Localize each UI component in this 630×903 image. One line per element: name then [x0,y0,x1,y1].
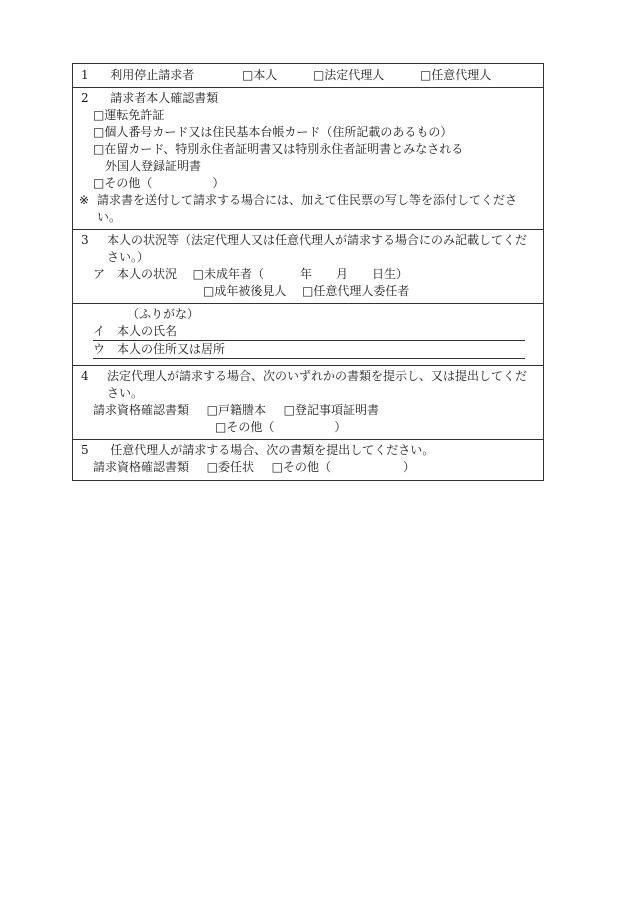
note-text: 請求書を送付して請求する場合には、加えて住民票の写し等を添付してください。 [97,193,518,224]
section-voluntary-agent-docs [73,440,543,480]
section-requester [73,64,543,88]
checkbox-registry-certificate[interactable]: □登記事項証明書 [283,403,380,417]
section-number: 3 [81,233,89,247]
checkbox-my-number-card[interactable]: □個人番号カード又は住民基本台帳カード（住所記載のあるもの） [93,125,453,139]
checkbox-power-of-attorney[interactable]: □委任状 [206,460,255,474]
checkbox-minor[interactable]: □未成年者（ 年 月 日生） [192,267,409,281]
voluntary-agent-docs-label: 任意代理人が請求する場合、次の書類を提出してください。 [110,443,435,457]
principal-name-label: イ 本人の氏名 [93,324,178,338]
id-documents-label: 請求者本人確認書類 [110,91,219,105]
principal-status-label: 本人の状況等（法定代理人又は任意代理人が請求する場合にのみ記載してください。） [107,233,528,264]
legal-agent-docs-label: 法定代理人が請求する場合、次のいずれかの書類を提示し、又は提出してください。 [107,369,528,400]
section-number: 4 [81,369,89,383]
checkbox-legal-agent[interactable]: □法定代理人 [312,68,385,82]
principal-address-label: ウ 本人の住所又は居所 [93,342,226,356]
section-legal-agent-docs [73,366,543,440]
checkbox-voluntary-agent[interactable]: □任意代理人 [419,68,492,82]
checkbox-voluntary-principal[interactable]: □任意代理人委任者 [302,284,410,298]
section-number: 1 [81,68,89,82]
checkbox-principal[interactable]: □本人 [241,68,278,82]
checkbox-drivers-license[interactable]: □運転免許証 [93,108,165,122]
section-principal-status [73,230,543,304]
section-id-documents [73,88,543,230]
checkbox-residence-card[interactable]: □在留カード、特別永住者証明書又は特別永住者証明書とみなされる [93,142,464,156]
checkbox-adult-ward[interactable]: □成年被後見人 [203,284,287,298]
residence-card-continued: 外国人登録証明書 [105,159,202,173]
mail-note [79,192,537,226]
requester-label: 利用停止請求者 [110,68,195,82]
principal-name-field[interactable] [93,323,525,341]
docs-label: 請求資格確認書類 [93,403,190,417]
checkbox-family-register[interactable]: □戸籍謄本 [206,403,267,417]
furigana-label: （ふりがな） [127,307,200,321]
section-number: 5 [81,443,89,457]
checkbox-other-id[interactable]: □その他（ ） [93,176,225,190]
checkbox-other-legal-doc[interactable]: □その他（ ） [215,420,347,434]
section-number: 2 [81,91,89,105]
request-form [72,63,544,481]
section-principal-details [73,304,543,366]
note-mark: ※ [79,193,90,207]
checkbox-other-voluntary-doc[interactable]: □その他（ ） [271,460,416,474]
docs-label: 請求資格確認書類 [93,460,190,474]
principal-address-field[interactable] [93,341,525,359]
status-label: ア 本人の状況 [93,267,178,281]
